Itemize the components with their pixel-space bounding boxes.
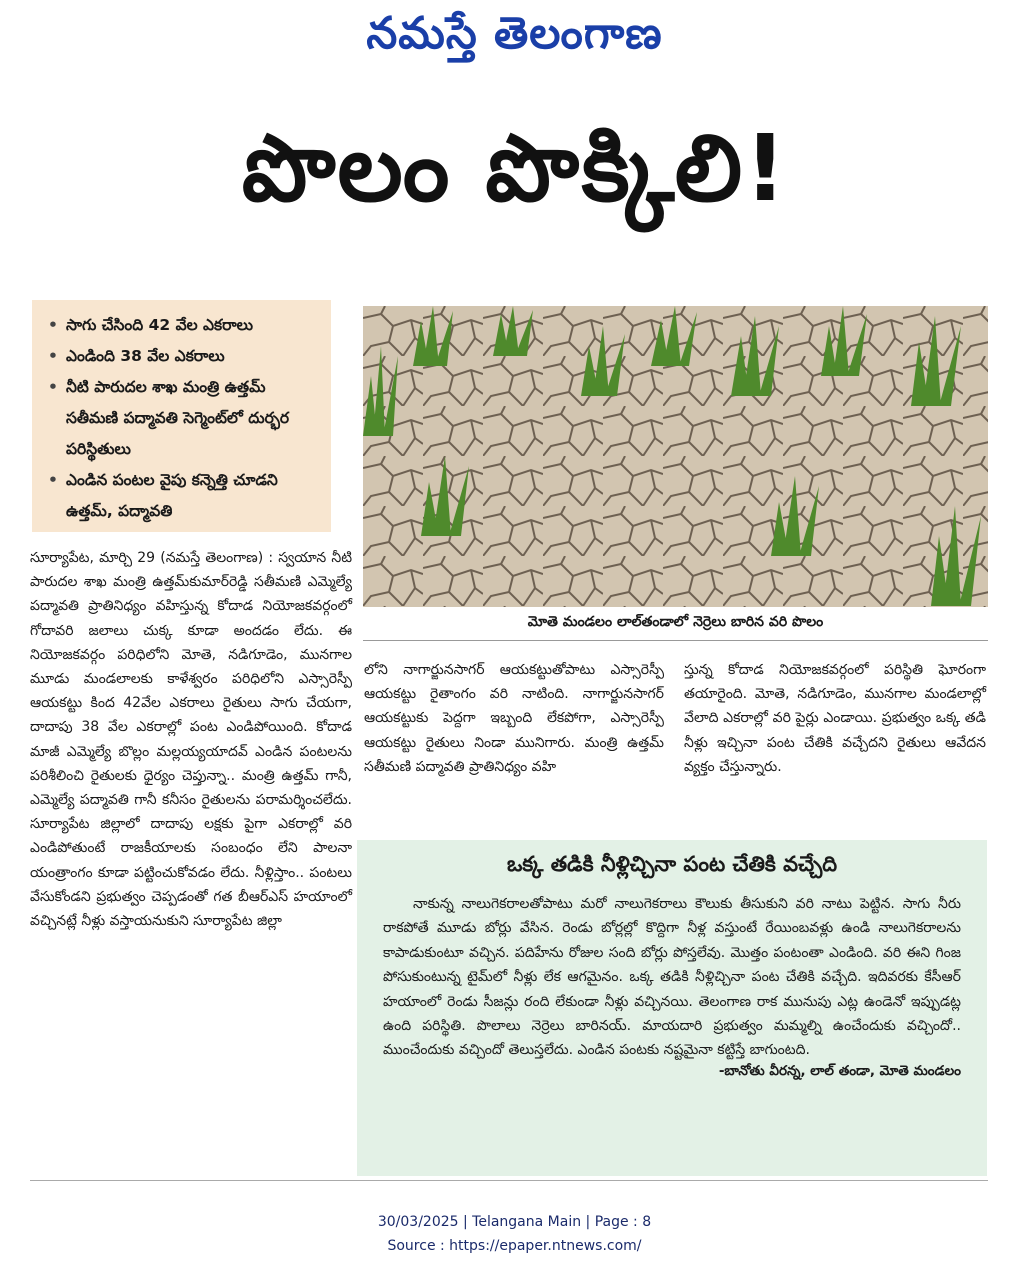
photo-caption: మోతె మండలం లాల్‌తండాలో నెర్రెలు బారిన వరి పొలం — [527, 614, 824, 630]
highlights-list — [46, 310, 321, 527]
quote-body: నాకున్న నాలుగెకరాలతోపాటు మరో నాలుగెకరాలు కౌలుకు తీసుకుని వరి నాటు పెట్టిన. సాగు నీరు రాకపోతే మూడు బోర్లు వేసిన. రెండు బోర్లల్లో కొద్దిగా నీళ్ల వస్తుంటే రేయింబవళ్లు ఉండి నాలుగెకరాలను కాపాడుకుంటూ వచ్చిన. పదిహేను రోజుల సంది బోర్లు పోస్తలేవు. మొత్తం పంటంతా ఎండింది. వరి ఈని గింజ పోసుకుంటున్న టైమ్‌లో నీళ్లు లేక ఆగమైనం. ఒక్క తడికి నీళ్లిచ్చినా పంట చేతికి వచ్చేది. ఇదివరకు కేసీఆర్ హయాంలో రెండు సీజన్లు రంది లేకుండా నీళ్లు వచ్చినయి. తెలంగాణ రాక మునుపు ఎట్ల ఉండెనో ఇప్పుడట్ల ఉంది పరిస్థితి. పొలాలు నెర్రెలు బారినయ్. మాయదారి ప్రభుత్వం మమ్మల్ని ఉంచేందుకు వచ్చిందో.. ముంచేందుకు వచ్చిందో తెలుస్తలేదు. ఎండిన పంటకు నష్టమైనా కట్టిస్తే బాగుంటది. — [383, 896, 961, 1059]
highlight-item: • ఎండిన పంటల వైపు కన్నెత్తి చూడని ఉత్తమ్, పద్మావతి — [46, 465, 321, 527]
masthead-logo: నమస్తే తెలంగాణ — [366, 8, 663, 59]
footer-source: Source : https://epaper.ntnews.com/ — [387, 1238, 642, 1254]
dry-paddy-field-photo — [363, 306, 988, 607]
bottom-divider — [30, 1180, 988, 1181]
highlight-item: • నీటి పారుదల శాఖ మంత్రి ఉత్తమ్ సతీమణి పద్మావతి సెగ్మెంట్‌లో దుర్భర పరిస్థితులు — [46, 372, 321, 465]
caption-divider — [363, 640, 988, 641]
farmer-quote-box — [357, 840, 987, 1176]
article-column-2: లోని నాగార్జునసాగర్ ఆయకట్టుతోపాటు ఎస్సారెస్పీ ఆయకట్టు రైతాంగం వరి నాటింది. నాగార్జునసాగర్ ఆయకట్టుకు పెద్దగా ఇబ్బంది లేకపోగా, ఎస్సారెస్పీ ఆయకట్టు రైతులు నిండా మునిగారు. మంత్రి ఉత్తమ్ సతీమణి పద్మావతి ప్రాతినిధ్యం వహి — [364, 662, 664, 775]
article-column-3: స్తున్న కోదాడ నియోజకవర్గంలో పరిస్థితి ఘోరంగా తయారైంది. మోతె, నడిగూడెం, మునగాల మండలాల్లో వేలాది ఎకరాల్లో వరి పైర్లు ఎండాయి. ప్రభుత్వం ఒక్క తడి నీళ్లు ఇచ్చినా పంట చేతికి వచ్చేదని రైతులు ఆవేదన వ్యక్తం చేస్తున్నారు. — [684, 662, 986, 775]
footer-date-page: 30/03/2025 | Telangana Main | Page : 8 — [377, 1214, 652, 1230]
headline: పొలం పొక్కిలి! — [241, 115, 789, 222]
highlights-box — [32, 300, 331, 532]
quote-attribution: -బానోతు వీరన్న, లాల్ తండా, మోతె మండలం — [718, 1062, 961, 1079]
article-column-1: సూర్యాపేట, మార్చి 29 (నమస్తే తెలంగాణ) : స్వయాన నీటి పారుదల శాఖ మంత్రి ఉత్తమ్‌కుమార్‌రెడ్డి సతీమణి ఎమ్మెల్యే పద్మావతి ప్రాతినిధ్యం వహిస్తున్న కోదాడ నియోజకవర్గంలో గోదావరి జలాలు చుక్క కూడా అందడం లేదు. ఈ నియోజకవర్గం పరిధిలోని మోతె, నడిగూడెం, మునగాల మూడు మండలాలకు కాళేశ్వరం పరిధిలోని ఎస్సారెస్పీ ఆయకట్టు కింద 42వేల ఎకరాలు రైతులు సాగు చేయగా, దాదాపు 38 వేల ఎకరాల్లో పంట ఎండిపోయింది. కోదాడ మాజీ ఎమ్మెల్యే బొల్లం మల్లయ్యయాదవ్ ఎండిన పంటలను పరిశీలించి రైతులకు ధైర్యం చెప్తున్నా.. మంత్రి ఉత్తమ్ గానీ, ఎమ్మెల్యే పద్మావతి గానీ కనీసం రైతులను పరామర్శించలేదు. సూర్యాపేట జిల్లాలో దాదాపు లక్షకు పైగా ఎకరాల్లో వరి ఎండిపోతుంటే రాజకీయాలకు సంబంధం లేని పాలనా యంత్రాంగం కూడా పట్టించుకోవడం లేదు. నీళ్లిస్తాం.. పంటలు వేసుకోండని ప్రభుత్వం చెప్పడంతో గత బీఆర్‌ఎస్ హయాంలో వచ్చినట్లే నీళ్లు వస్తాయనుకుని సూర్యాపేట జిల్లా — [30, 550, 352, 930]
quote-title: ఒక్క తడికి నీళ్లిచ్చినా పంట చేతికి వచ్చేది — [506, 852, 838, 876]
highlight-item: • ఎండింది 38 వేల ఎకరాలు — [46, 341, 321, 372]
highlight-item: • సాగు చేసింది 42 వేల ఎకరాలు — [46, 310, 321, 341]
photo-illustration — [363, 306, 988, 607]
